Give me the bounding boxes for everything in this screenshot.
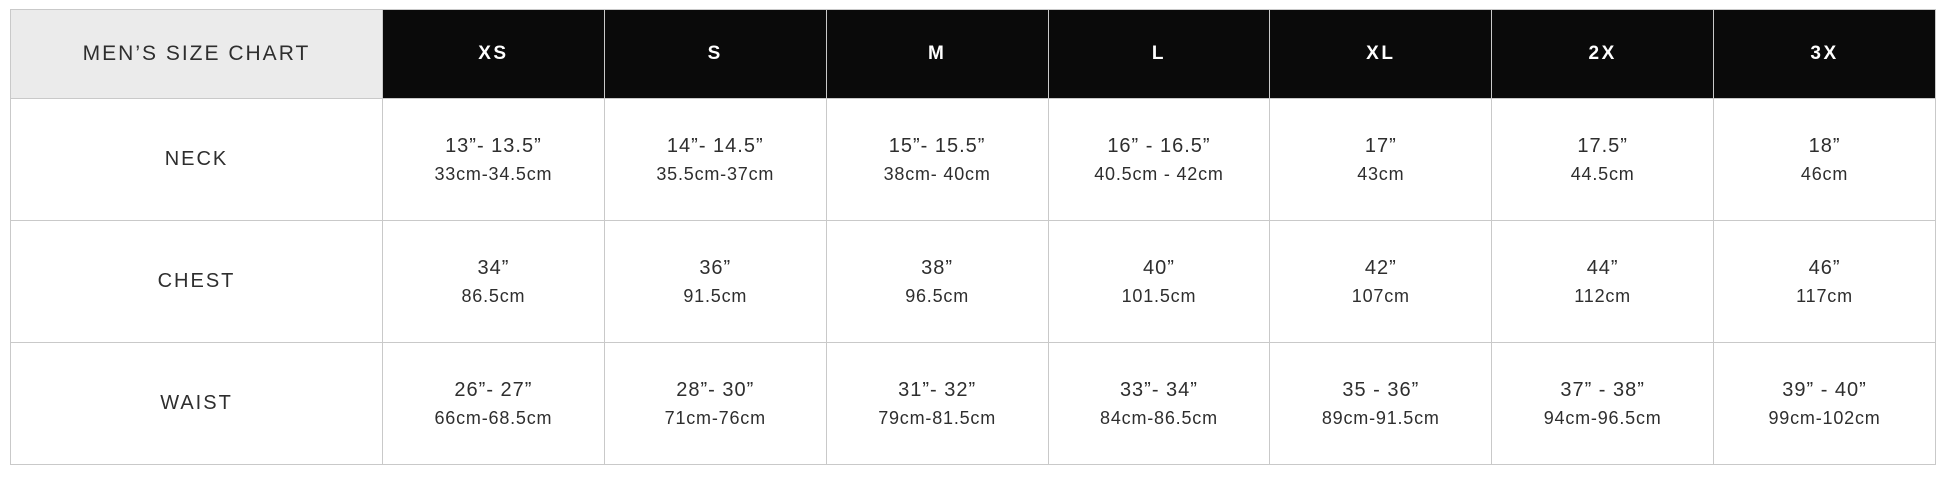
cell-waist-2x bbox=[1492, 343, 1714, 465]
row-label-chest: CHEST bbox=[11, 221, 383, 343]
value-inches: 46” bbox=[1808, 257, 1841, 279]
value-cm: 33cm-34.5cm bbox=[434, 164, 553, 184]
mens-size-chart bbox=[10, 9, 1936, 465]
cell-neck-xs bbox=[383, 99, 605, 221]
value-inches: 35 - 36” bbox=[1342, 379, 1420, 401]
value-cm: 66cm-68.5cm bbox=[434, 408, 553, 428]
value-cm: 79cm-81.5cm bbox=[878, 408, 997, 428]
value-cm: 46cm bbox=[1800, 164, 1849, 184]
value-inches: 18” bbox=[1808, 135, 1841, 157]
cell-waist-l bbox=[1048, 343, 1270, 465]
value-cm: 84cm-86.5cm bbox=[1100, 408, 1218, 428]
value-cm: 96.5cm bbox=[905, 286, 970, 306]
size-header-m: M bbox=[826, 10, 1048, 99]
value-inches: 44” bbox=[1586, 257, 1619, 279]
size-header-xl: XL bbox=[1270, 10, 1492, 99]
size-header-xs: XS bbox=[383, 10, 605, 99]
cell-neck-2x bbox=[1492, 99, 1714, 221]
value-inches: 13”- 13.5” bbox=[445, 135, 542, 157]
value-inches: 16” - 16.5” bbox=[1107, 135, 1211, 157]
value-inches: 34” bbox=[477, 257, 510, 279]
cell-waist-xl bbox=[1270, 343, 1492, 465]
cell-waist-s bbox=[604, 343, 826, 465]
value-cm: 89cm-91.5cm bbox=[1321, 408, 1440, 428]
value-cm: 99cm-102cm bbox=[1768, 408, 1881, 428]
value-inches: 40” bbox=[1143, 257, 1175, 279]
value-cm: 71cm-76cm bbox=[664, 408, 766, 428]
value-inches: 42” bbox=[1364, 257, 1397, 279]
value-cm: 40.5cm - 42cm bbox=[1094, 164, 1224, 184]
value-inches: 38” bbox=[921, 257, 954, 279]
cell-chest-m bbox=[826, 221, 1048, 343]
value-cm: 43cm bbox=[1357, 164, 1405, 184]
cell-chest-xs bbox=[383, 221, 605, 343]
value-cm: 44.5cm bbox=[1570, 164, 1635, 184]
value-inches: 28”- 30” bbox=[676, 379, 755, 401]
cell-chest-s bbox=[604, 221, 826, 343]
value-inches: 33”- 34” bbox=[1119, 379, 1198, 401]
value-inches: 15”- 15.5” bbox=[888, 135, 986, 157]
size-header-2x: 2X bbox=[1492, 10, 1714, 99]
cell-chest-3x bbox=[1714, 221, 1936, 343]
cell-neck-m bbox=[826, 99, 1048, 221]
value-cm: 112cm bbox=[1574, 286, 1631, 306]
chart-title: MEN’S SIZE CHART bbox=[11, 10, 383, 99]
table-row-neck bbox=[11, 99, 1936, 221]
cell-neck-l bbox=[1048, 99, 1270, 221]
row-label-waist: WAIST bbox=[11, 343, 383, 465]
value-cm: 107cm bbox=[1351, 286, 1410, 306]
size-header-s: S bbox=[604, 10, 826, 99]
value-inches: 31”- 32” bbox=[898, 379, 977, 401]
row-label-neck: NECK bbox=[11, 99, 383, 221]
cell-waist-xs bbox=[383, 343, 605, 465]
value-inches: 26”- 27” bbox=[454, 379, 533, 401]
value-inches: 36” bbox=[699, 257, 732, 279]
cell-chest-l bbox=[1048, 221, 1270, 343]
header-row bbox=[11, 10, 1936, 99]
value-cm: 91.5cm bbox=[683, 286, 748, 306]
cell-waist-3x bbox=[1714, 343, 1936, 465]
table-row-waist bbox=[11, 343, 1936, 465]
cell-waist-m bbox=[826, 343, 1048, 465]
cell-neck-xl bbox=[1270, 99, 1492, 221]
value-cm: 35.5cm-37cm bbox=[656, 164, 775, 184]
value-inches: 14”- 14.5” bbox=[666, 135, 764, 157]
cell-neck-s bbox=[604, 99, 826, 221]
value-cm: 86.5cm bbox=[461, 286, 526, 306]
value-cm: 94cm-96.5cm bbox=[1543, 408, 1662, 428]
size-header-l: L bbox=[1048, 10, 1270, 99]
value-cm: 38cm- 40cm bbox=[883, 164, 991, 184]
size-chart-table bbox=[10, 9, 1936, 465]
value-inches: 37” - 38” bbox=[1560, 379, 1645, 401]
value-inches: 17.5” bbox=[1577, 135, 1628, 157]
value-cm: 101.5cm bbox=[1121, 286, 1197, 306]
table-row-chest bbox=[11, 221, 1936, 343]
cell-chest-2x bbox=[1492, 221, 1714, 343]
value-inches: 39” - 40” bbox=[1782, 379, 1867, 401]
size-header-3x: 3X bbox=[1714, 10, 1936, 99]
cell-neck-3x bbox=[1714, 99, 1936, 221]
cell-chest-xl bbox=[1270, 221, 1492, 343]
value-cm: 117cm bbox=[1796, 286, 1853, 306]
value-inches: 17” bbox=[1364, 135, 1397, 157]
